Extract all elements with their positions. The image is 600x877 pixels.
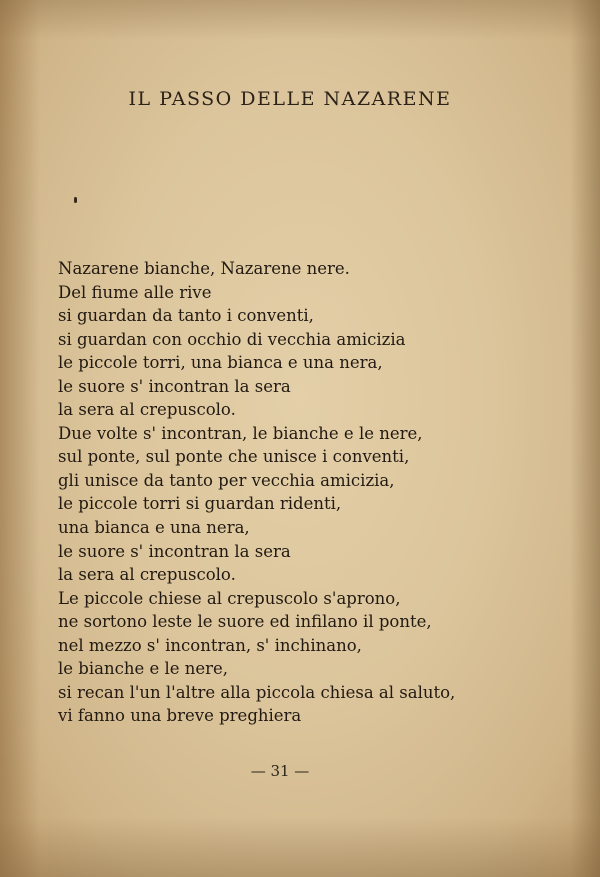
page-shadow-top [0,0,600,40]
poem-line: Le piccole chiese al crepuscolo s'aprono, [58,588,401,608]
poem-line: si guardan con occhio di vecchia amicizia [58,329,406,349]
poem-line: Del fiume alle rive [58,282,212,302]
poem-line: la sera al crepuscolo. [58,400,236,420]
poem-line: ne sortono leste le suore ed infilano il ponte, [58,612,432,632]
poem-line: si guardan da tanto i conventi, [58,306,314,326]
page-shadow-left [0,0,40,877]
poem-line: nel mezzo s' incontran, s' inchinano, [58,635,362,655]
poem-text [58,257,558,728]
poem-line: si recan l'un l'altre alla piccola chiesa al saluto, [58,682,456,702]
poem-line: le suore s' incontran la sera [58,541,291,561]
poem-line: le piccole torri, una bianca e una nera, [58,353,383,373]
poem-line: la sera al crepuscolo. [58,565,236,585]
poem-title: IL PASSO DELLE NAZARENE [128,88,452,110]
poem-line: le bianche e le nere, [58,659,229,679]
ink-speck [74,197,77,203]
poem-line: sul ponte, sul ponte che unisce i conventi, [58,447,410,467]
poem-line: Nazarene bianche, Nazarene nere. [58,259,350,278]
poem-line: le suore s' incontran la sera [58,376,291,396]
poem-line: le piccole torri si guardan ridenti, [58,494,342,514]
poem-line: Due volte s' incontran, le bianche e le nere, [58,423,423,443]
page-shadow-bottom [0,817,600,877]
page-shadow-right [570,0,600,877]
poem-line: gli unisce da tanto per vecchia amicizia, [58,470,395,490]
poem-line: una bianca e una nera, [58,518,250,538]
page-number: — 31 — [250,762,310,780]
poem-line: vi fanno una breve preghiera [58,706,302,726]
